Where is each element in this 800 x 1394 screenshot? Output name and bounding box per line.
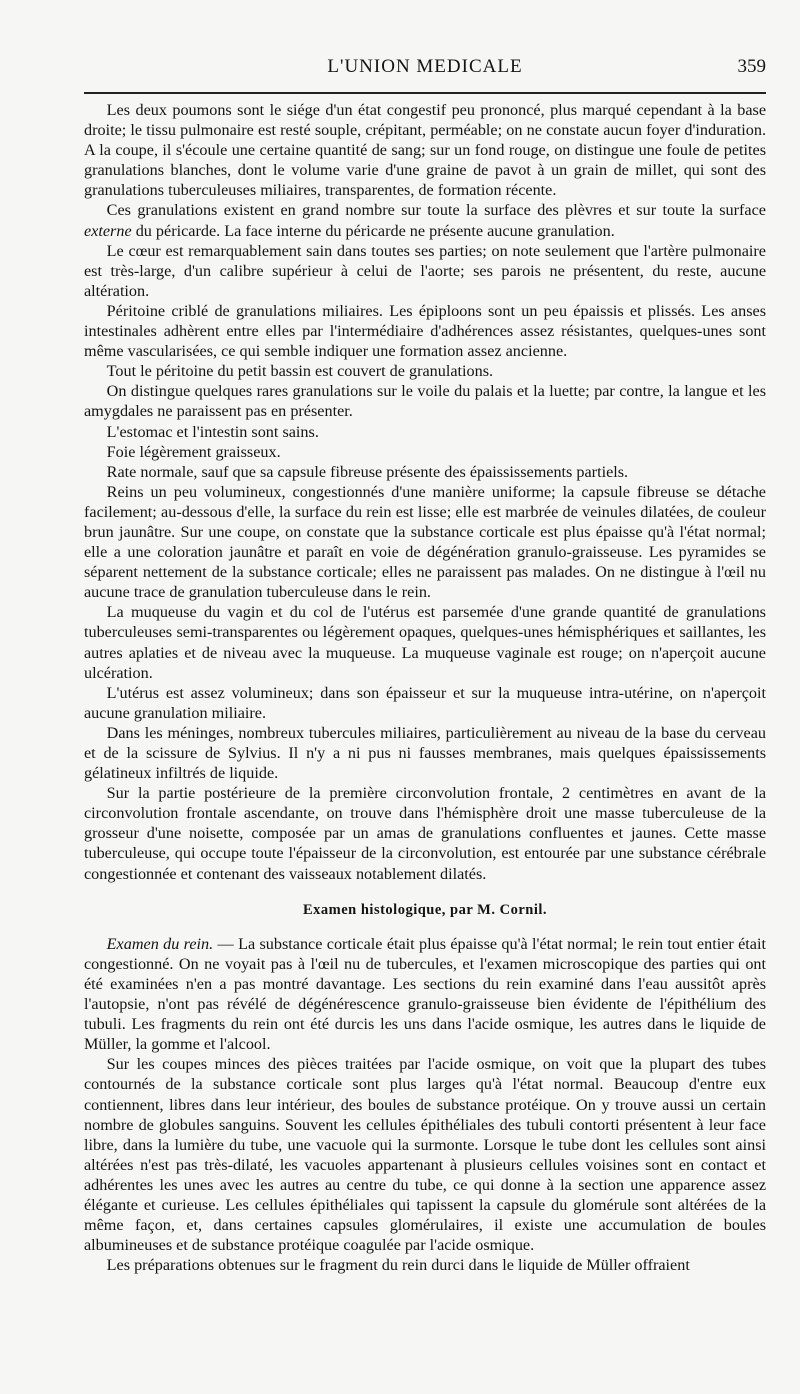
paragraph-reins: Reins un peu volumineux, congestionnés d'une manière uniforme; la capsule fibreuse se détache facilement; au-dessous d'elle, la surface du rein est lisse; elle est marbrée de veinules dilatées, de couleur brun jaunâtre. Sur une coupe, on constate que la substance corticale est plus épaisse qu'à l'état normal; elle a une coloration jaunâtre et paraît en voie de dégénération granulo-graisseuse. Les pyramides se séparent nettement de la substance corticale; elles ne paraissent pas malades. On ne distingue à l'œil nu aucune trace de granulation tuberculeuse dans le rein.	[84, 482, 766, 602]
paragraph-estomac: L'estomac et l'intestin sont sains.	[106, 422, 319, 441]
paragraph-meninges: Dans les méninges, nombreux tubercules miliaires, particulièrement au niveau de la base du cerveau et de la scissure de Sylvius. Il n'y a ni pus ni fausses membranes, mais quelques épaississements gélatineux infiltrés de liquide.	[84, 723, 766, 783]
article-body	[84, 100, 766, 1275]
italic-lead: Examen du rein.	[106, 934, 214, 953]
paragraph-circonvolution: Sur la partie postérieure de la première circonvolution frontale, 2 centimètres en avant de la circonvolution frontale ascendante, on trouve dans l'hémisphère droit une masse tuberculeuse de la grosseur d'une noisette, composée par un amas de granulations confluentes et jaunes. Cette masse tuberculeuse, qui occupe toute l'épaisseur de la circonvolution, est entourée par une substance cérébrale congestionnée et contenant des vaisseaux notablement dilatés.	[84, 784, 766, 883]
paragraph-rate: Rate normale, sauf que sa capsule fibreuse présente des épaississements partiels.	[106, 462, 629, 481]
section-heading: Examen histologique, par M. Cornil.	[302, 901, 547, 918]
paragraph-text: Ces granulations existent en grand nombre sur toute la surface des plèvres et sur toute la surface	[106, 201, 766, 220]
paragraph-preparations: Les préparations obtenues sur le fragment du rein durci dans le liquide de Müller offraient	[106, 1256, 690, 1275]
paragraph-peritoine: Péritoine criblé de granulations miliaires. Les épiploons sont un peu épaissis et plissés. Les anses intestinales adhèrent entre elles par l'intermédiaire d'adhérences assez résistantes, quelques-unes sont même vascularisées, ce qui semble indiquer une formation assez ancienne.	[84, 301, 766, 361]
paragraph-uterus: L'utérus est assez volumineux; dans son épaisseur et sur la muqueuse intra-utérine, on n'aperçoit aucune granulation miliaire.	[84, 683, 766, 722]
paragraph-examen-rein	[84, 934, 766, 1055]
header-rule	[84, 92, 766, 94]
running-title: L'UNION MEDICALE	[327, 56, 523, 77]
paragraph-petit-bassin: Tout le péritoine du petit bassin est couvert de granulations.	[106, 362, 494, 381]
paragraph-granulations-plevres	[84, 200, 766, 240]
italic-word: externe	[84, 221, 132, 240]
page-number: 359	[737, 56, 766, 77]
paragraph-foie: Foie légèrement graisseux.	[106, 442, 281, 461]
paragraph-coeur: Le cœur est remarquablement sain dans toutes ses parties; on note seulement que l'artère pulmonaire est très-large, d'un calibre supérieur à celui de l'aorte; ses parois ne présentent, du reste, aucune altération.	[84, 241, 766, 300]
page-header	[84, 56, 766, 84]
paragraph-muqueuse-vagin: La muqueuse du vagin et du col de l'utérus est parsemée d'une grande quantité de granulations tuberculeuses semi-transparentes ou légèrement opaques, quelques-unes hémisphériques et saillantes, les autres aplaties et de niveau avec la muqueuse. La muqueuse vaginale est rouge; on n'aperçoit aucune ulcération.	[84, 603, 766, 682]
paragraph-voile-palais: On distingue quelques rares granulations sur le voile du palais et la luette; par contre, la langue et les amygdales ne paraissent pas en présenter.	[84, 382, 766, 421]
paragraph-text: — La substance corticale était plus épaisse qu'à l'état normal; le rein tout entier était congestionné. On ne voyait pas à l'œil nu de tubercules, et l'examen microscopique des parties qui ont été examinées n'en a pas montré davantage. Les sections du rein examiné dans l'eau aussitôt après l'autopsie, n'ont pas révélé de dégénérescence granulo-graisseuse bien évidente de l'épithélium des tubuli. Les fragments du rein ont été durcis les uns dans l'acide osmique, les autres dans le liquide de Müller, la gomme et l'alcool.	[84, 934, 766, 1054]
paragraph-poumons: Les deux poumons sont le siége d'un état congestif peu prononcé, plus marqué cependant à la base droite; le tissu pulmonaire est resté souple, crépitant, perméable; on ne constate aucun foyer d'induration. A la coupe, il s'écoule une certaine quantité de sang; sur un fond rouge, on distingue une foule de petites granulations blanches, dont le volume varie d'une graine de pavot à un grain de millet, qui sont des granulations tuberculeuses miliaires, transparentes, de formation récente.	[84, 101, 766, 200]
paragraph-coupes-minces: Sur les coupes minces des pièces traitées par l'acide osmique, on voit que la plupart des tubes contournés de la substance corticale sont plus larges qu'à l'état normal. Beaucoup d'entre eux contiennent, libres dans leur intérieur, des boules de substance protéique. On y trouve aussi un certain nombre de globules sanguins. Souvent les cellules épithéliales des tubuli contorti présentent à leur face libre, dans la lumière du tube, une vacuole qui la surmonte. Lorsque le tube dont les cellules sont ainsi altérées n'est pas très-dilaté, les vacuoles appartenant à plusieurs cellules voisines sont en contact et adhérentes les unes avec les autres au centre du tube, ce qui donne à la section une apparence assez élégante et curieuse. Les cellules épithéliales qui tapissent la capsule du glomérule sont altérées de la même façon, et, dans certaines capsules glomérulaires, il existe une accumulation de boules albumineuses et de substance protéique coagulée par l'acide osmique.	[84, 1055, 766, 1255]
paragraph-text: du péricarde. La face interne du péricarde ne présente aucune granulation.	[131, 221, 615, 240]
